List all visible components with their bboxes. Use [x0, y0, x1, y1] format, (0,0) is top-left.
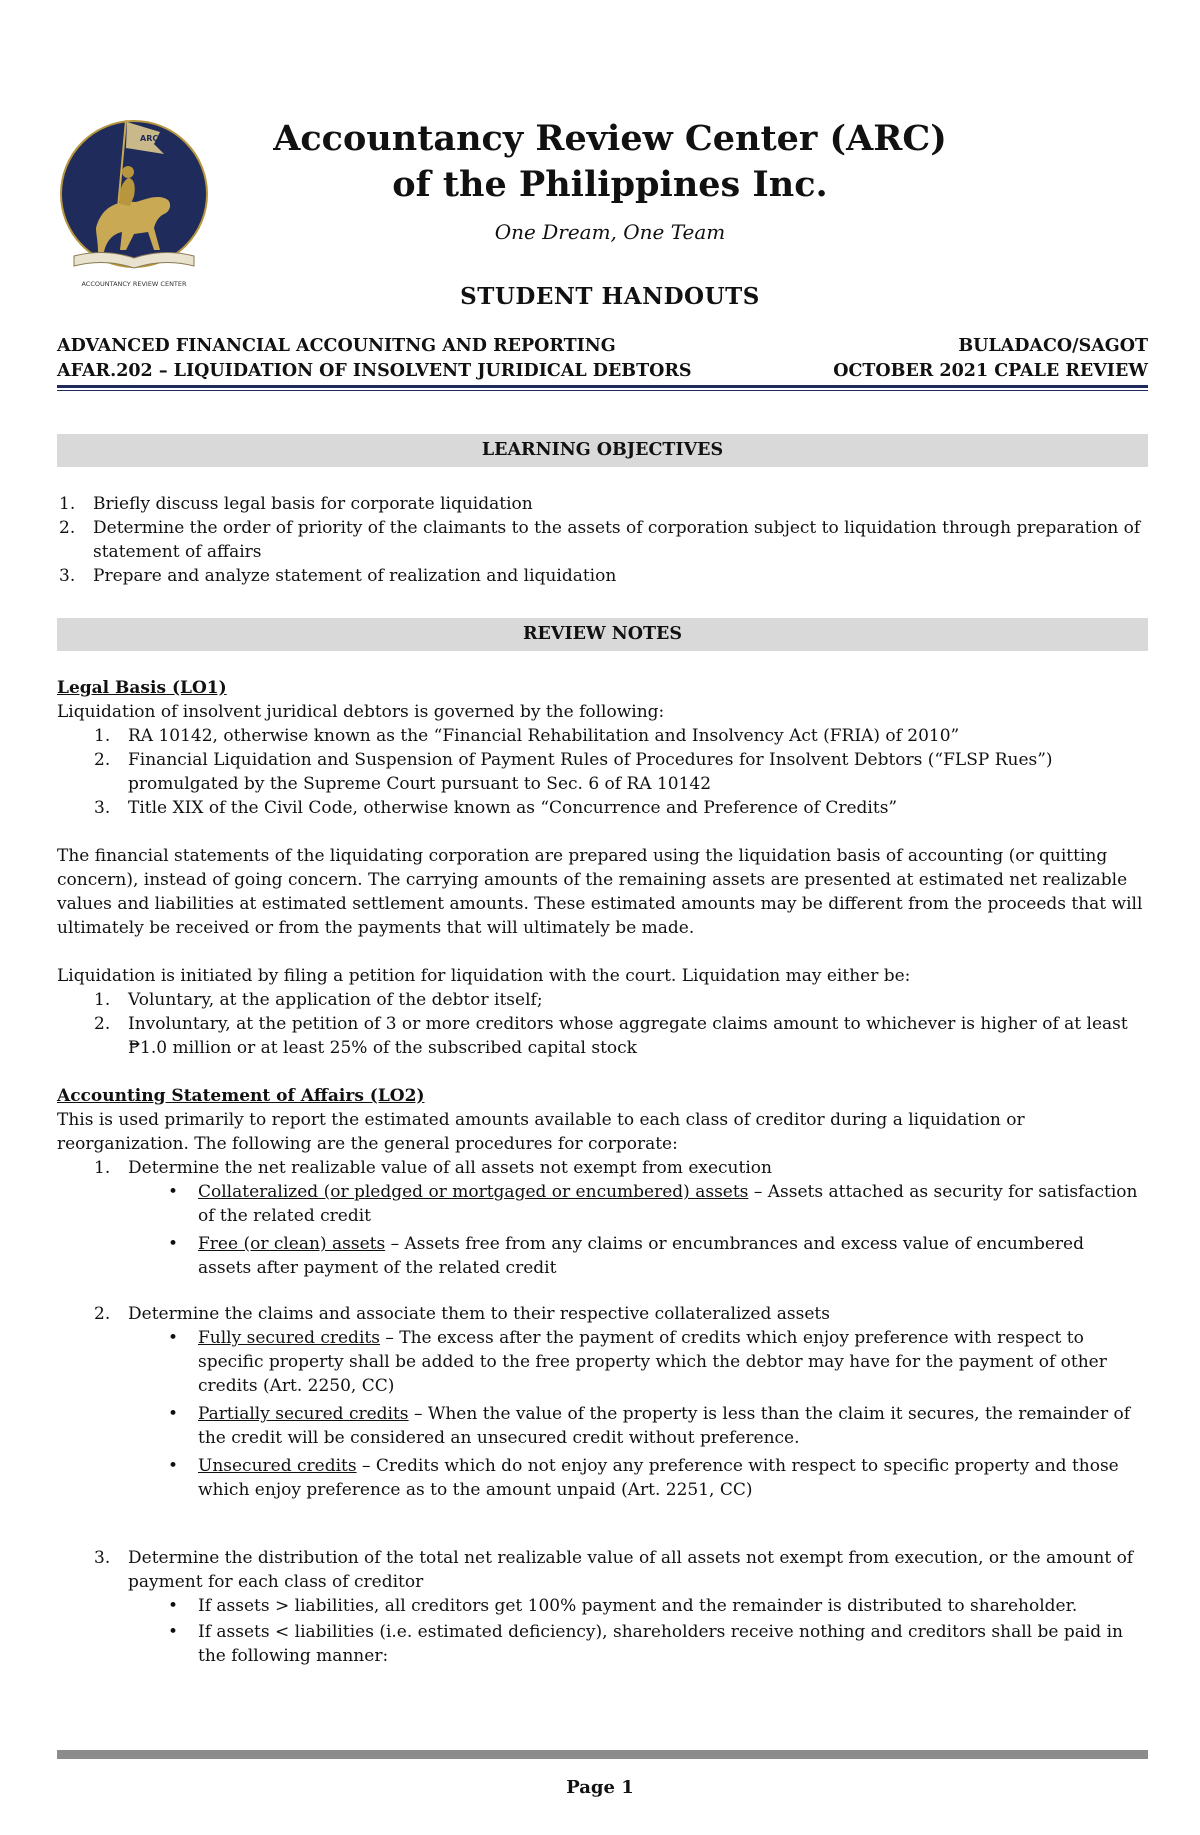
item-text: Involuntary, at the petition of 3 or more creditors whose aggregate claims amount to whichever is higher of at least ₱1.0 million or at least 25% of the subscribed capital stock — [128, 1014, 1128, 1058]
bullet-term: Fully secured credits — [198, 1328, 380, 1348]
objective-item — [59, 564, 1143, 588]
step-3 — [94, 1546, 1138, 1594]
topic: AFAR.202 – LIQUIDATION OF INSOLVENT JURIDICAL DEBTORS — [57, 361, 692, 381]
liquidation-type-item — [94, 1012, 1138, 1060]
bullet-icon: • — [168, 1234, 179, 1254]
legal-basis-item — [94, 724, 1138, 748]
objective-num: 3. — [59, 566, 76, 586]
step-1-line — [94, 1156, 1138, 1180]
bullet-text: If assets > liabilities, all creditors get 100% payment and the remainder is distributed to shareholder. — [198, 1596, 1078, 1616]
step-2-line — [94, 1302, 1138, 1326]
doc-type: STUDENT HANDOUTS — [460, 283, 760, 310]
item-text: Financial Liquidation and Suspension of Payment Rules of Procedures for Insolvent Debtors (“FLSP Rues”) promulgated by the Supreme Court pursuant to Sec. 6 of RA 10142 — [128, 750, 1053, 794]
review-notes-bar: REVIEW NOTES — [57, 618, 1148, 651]
objective-item — [59, 516, 1143, 564]
legal-basis-item — [94, 748, 1138, 796]
liquidation-type-item — [94, 988, 1138, 1012]
bullet-item — [168, 1594, 1138, 1618]
step-text: Determine the net realizable value of all assets not exempt from execution — [128, 1158, 772, 1178]
bullet-item — [168, 1326, 1138, 1398]
item-num: 1. — [94, 990, 111, 1010]
header-rule — [57, 385, 1148, 388]
item-num: 1. — [94, 726, 111, 746]
learning-objectives-bar: LEARNING OBJECTIVES — [57, 434, 1148, 467]
objective-num: 1. — [59, 494, 76, 514]
bullet-term: Free (or clean) assets — [198, 1234, 386, 1254]
bullet-icon: • — [168, 1596, 179, 1616]
step-num: 3. — [94, 1548, 111, 1568]
objectives-list — [59, 492, 1143, 588]
motto: One Dream, One Team — [494, 220, 726, 244]
legal-basis-list — [94, 724, 1138, 820]
bullet-icon: • — [168, 1328, 179, 1348]
objective-text: Determine the order of priority of the claimants to the assets of corporation subject to liquidation through preparation of statement of affairs — [93, 518, 1141, 562]
bullet-icon: • — [168, 1404, 179, 1424]
authors: BULADACO/SAGOT — [958, 336, 1148, 356]
bullet-item — [168, 1180, 1138, 1228]
step-2-bullets — [168, 1326, 1138, 1502]
item-num: 2. — [94, 1014, 111, 1034]
bullet-icon: • — [168, 1182, 179, 1202]
step-3-bullets — [168, 1594, 1138, 1668]
item-num: 2. — [94, 750, 111, 770]
review-period: OCTOBER 2021 CPALE REVIEW — [833, 361, 1148, 381]
bullet-text: If assets < liabilities (i.e. estimated deficiency), shareholders receive nothing and creditors shall be paid in the following manner: — [198, 1622, 1123, 1666]
step-2 — [94, 1302, 1138, 1326]
bullet-item — [168, 1454, 1138, 1502]
bullet-term: Unsecured credits — [198, 1456, 357, 1476]
objective-item — [59, 492, 1143, 516]
statement-of-affairs-intro: This is used primarily to report the estimated amounts available to each class of creditor during a liquidation or reorganization. The following are the general procedures for corporate: — [57, 1110, 1025, 1154]
step-num: 1. — [94, 1158, 111, 1178]
bullet-item — [168, 1402, 1138, 1450]
liquidation-basis-paragraph: The financial statements of the liquidating corporation are prepared using the liquidation basis of accounting (or quitting concern), instead of going concern. The carrying amounts of the remaining assets are presented at estimated net realizable values and liabilities at estimated settlement amounts. These estimated amounts may be different from the proceeds that will ultimately be received or from the payments that will ultimately be made. — [57, 846, 1143, 938]
bullet-icon: • — [168, 1456, 179, 1476]
bullet-desc: – Credits which do not enjoy any preference with respect to specific property and those which enjoy preference as to the amount unpaid (Art. 2251, CC) — [198, 1456, 1119, 1500]
bullet-desc: – When the value of the property is less than the claim it secures, the remainder of the credit will be considered an unsecured credit without preference. — [198, 1404, 1131, 1448]
arc-logo — [56, 108, 212, 293]
bullet-term: Partially secured credits — [198, 1404, 409, 1424]
step-text: Determine the distribution of the total net realizable value of all assets not exempt from execution, or the amount of payment for each class of creditor — [128, 1548, 1134, 1592]
header-rule-thin — [57, 390, 1148, 391]
step-3-line — [94, 1546, 1138, 1594]
liquidation-types-list — [94, 988, 1138, 1060]
footer-rule — [57, 1750, 1148, 1759]
statement-of-affairs-heading: Accounting Statement of Affairs (LO2) — [57, 1086, 425, 1106]
bullet-icon: • — [168, 1622, 179, 1642]
org-title-line2: of the Philippines Inc. — [392, 164, 828, 205]
item-num: 3. — [94, 798, 111, 818]
page-number: Page 1 — [566, 1777, 634, 1798]
legal-basis-intro: Liquidation of insolvent juridical debtors is governed by the following: — [57, 702, 665, 722]
item-text: Voluntary, at the application of the debtor itself; — [128, 990, 543, 1010]
step-1-bullets — [168, 1180, 1138, 1280]
bullet-desc: – Assets attached as security for satisfaction of the related credit — [198, 1182, 1138, 1226]
statement-of-affairs-section — [57, 1084, 1148, 1156]
bullet-desc: – The excess after the payment of credits which enjoy preference with respect to specific property shall be added to the free property which the debtor may have for the payment of other credits (Art. 2250, CC) — [198, 1328, 1107, 1396]
objective-text: Prepare and analyze statement of realization and liquidation — [93, 566, 617, 586]
bullet-item — [168, 1620, 1138, 1668]
bullet-term: Collateralized (or pledged or mortgaged or encumbered) assets — [198, 1182, 749, 1202]
logo-caption: ACCOUNTANCY REVIEW CENTER — [81, 280, 187, 288]
item-text: Title XIX of the Civil Code, otherwise known as “Concurrence and Preference of Credits” — [128, 798, 898, 818]
liquidation-initiation: Liquidation is initiated by filing a petition for liquidation with the court. Liquidation may either be: — [57, 966, 911, 986]
logo-flag-text: ARC — [140, 134, 159, 143]
legal-basis-section — [57, 676, 1148, 724]
bullet-item — [168, 1232, 1138, 1280]
objective-num: 2. — [59, 518, 76, 538]
step-text: Determine the claims and associate them to their respective collateralized assets — [128, 1304, 830, 1324]
objective-text: Briefly discuss legal basis for corporate liquidation — [93, 494, 533, 514]
bullet-desc: – Assets free from any claims or encumbrances and excess value of encumbered assets after payment of the related credit — [198, 1234, 1084, 1278]
subject: ADVANCED FINANCIAL ACCOUNITNG AND REPORTING — [57, 336, 616, 356]
legal-basis-item — [94, 796, 1138, 820]
step-num: 2. — [94, 1304, 111, 1324]
legal-basis-heading: Legal Basis (LO1) — [57, 678, 227, 698]
item-text: RA 10142, otherwise known as the “Financial Rehabilitation and Insolvency Act (FRIA) of 2010” — [128, 726, 960, 746]
org-title-line1: Accountancy Review Center (ARC) — [273, 118, 947, 159]
step-1 — [94, 1156, 1138, 1180]
